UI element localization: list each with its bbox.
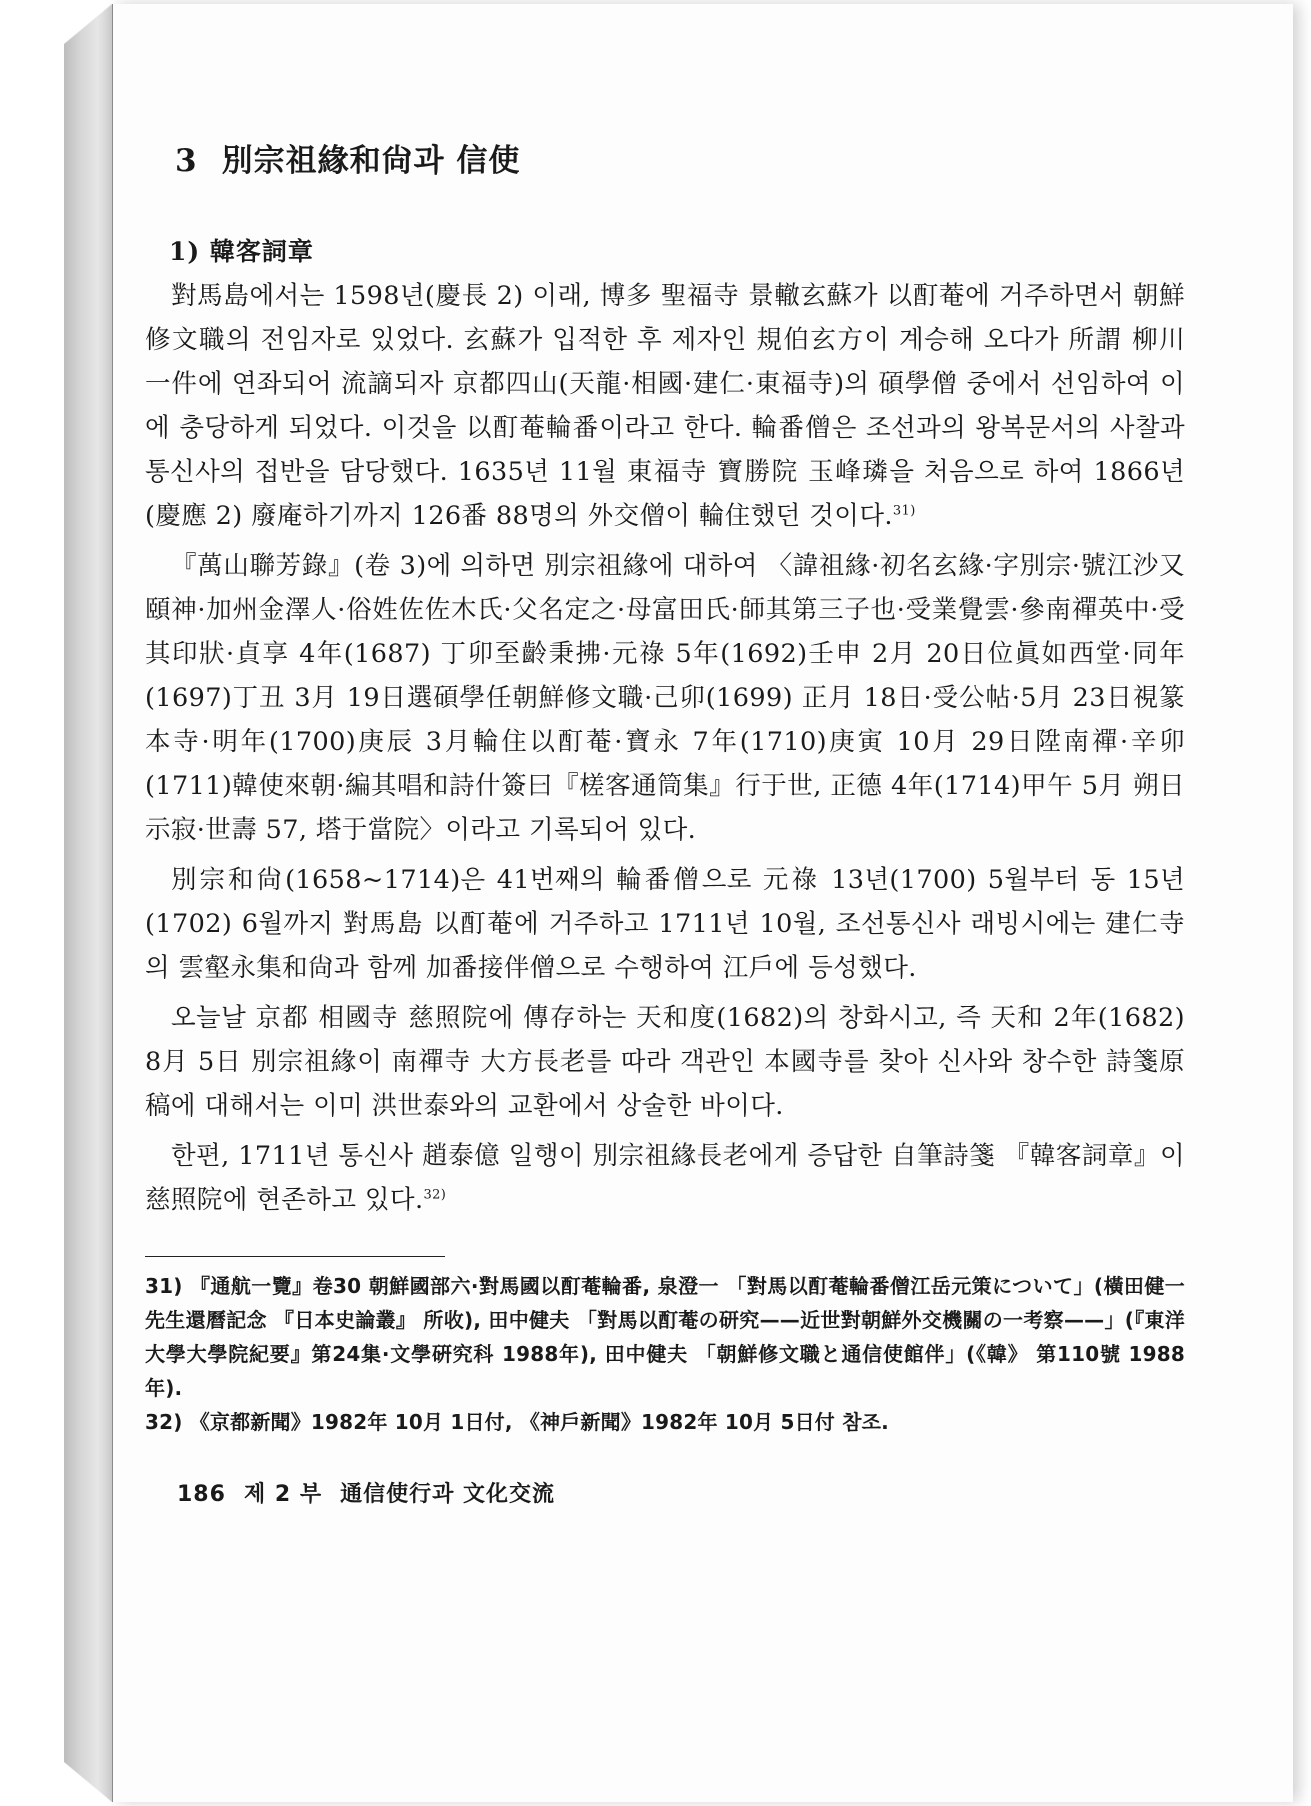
paragraph-4: 오늘날 京都 相國寺 慈照院에 傳存하는 天和度(1682)의 창화시고, 즉 天和 2年(1682) 8月 5日 別宗祖緣이 南禪寺 大方長老를 따라 객관인 本國寺를 찾아 신사와 창수한 詩箋原稿에 대해서는 이미 洪世泰와의 교환에서 상술한 바이다.: [145, 1003, 1185, 1121]
paragraph-3: 別宗和尙(1658~1714)은 41번째의 輪番僧으로 元祿 13년(1700) 5월부터 동 15년(1702) 6월까지 對馬島 以酊菴에 거주하고 1711년 10월, 조선통신사 래빙시에는 建仁寺의 雲壑永集和尙과 함께 加番接伴僧으로 수행하여 江戶에 등성했다.: [145, 865, 1185, 983]
footnote-32: 32) 《京都新聞》1982年 10月 1日付, 《神戶新聞》1982年 10月 5日付 참조.: [145, 1410, 889, 1434]
page-content: [145, 135, 1185, 1508]
footnote-divider: [145, 1256, 445, 1257]
running-footer: [145, 1477, 1185, 1508]
section-number: 3: [175, 143, 198, 179]
paragraph-5: [145, 1134, 1185, 1222]
footnote-ref-31: 31): [892, 503, 916, 519]
footnote-31: 31) 『通航一覽』卷30 朝鮮國部六·對馬國以酊菴輪番, 泉澄一 「對馬以酊菴輪番僧江岳元策について」(橫田健一先生還曆記念 『日本史論叢』 所收), 田中健夫 「對馬以酊菴の研究——近世對朝鮮外交機關の一考察——」(『東洋大學大學院紀要』第24集·文學硏究科 1988年), 田中健夫 「朝鮮修文職と通信使館伴」(《韓》 第110號 1988年).: [145, 1274, 1185, 1400]
paragraph-1: [145, 274, 1185, 538]
paragraph-1-text: 對馬島에서는 1598년(慶長 2) 이래, 博多 聖福寺 景轍玄蘇가 以酊菴에 거주하면서 朝鮮修文職의 전임자로 있었다. 玄蘇가 입적한 후 제자인 規伯玄方이 계승해 오다가 所謂 柳川一件에 연좌되어 流謫되자 京都四山(天龍·相國·建仁·東福寺)의 碩學僧 중에서 선임하여 이에 충당하게 되었다. 이것을 以酊菴輪番이라고 한다. 輪番僧은 조선과의 왕복문서의 사찰과 통신사의 접반을 담당했다. 1635년 11월 東福寺 寶勝院 玉峰璘을 처음으로 하여 1866년(慶應 2) 廢庵하기까지 126番 88명의 外交僧이 輪住했던 것이다.: [145, 281, 1185, 531]
footnote-ref-32: 32): [423, 1187, 447, 1203]
section-title: 別宗祖緣和尙과 信使: [221, 143, 521, 179]
paragraph-2: 『萬山聯芳錄』(卷 3)에 의하면 別宗祖緣에 대하여 〈諱祖緣·初名玄緣·字別宗·號江沙又頤神·加州金澤人·俗姓佐佐木氏·父名定之·母富田氏·師其第三子也·受業覺雲·參南禪英中·受其印狀·貞享 4年(1687) 丁卯至齡秉拂·元祿 5年(1692)壬申 2月 20日位眞如西堂·同年(1697)丁丑 3月 19日選碩學任朝鮮修文職·己卯(1699) 正月 18日·受公帖·5月 23日視篆本寺·明年(1700)庚辰 3月輪住以酊菴·寶永 7年(1710)庚寅 10月 29日陞南禪·辛卯(1711)韓使來朝·編其唱和詩什簽曰『槎客通筒集』行于世, 正德 4年(1714)甲午 5月 朔日示寂·世壽 57, 塔于當院〉이라고 기록되어 있다.: [145, 551, 1185, 845]
section-heading: [145, 135, 1185, 180]
subsection-heading: 1) 韓客詞章: [169, 237, 314, 266]
page-number: 186: [177, 1482, 226, 1507]
part-title: 通信使行과 文化交流: [340, 1482, 555, 1507]
page-stack-edge: [64, 4, 113, 1802]
paragraph-5-text: 한편, 1711년 통신사 趙泰億 일행이 別宗祖緣長老에게 증답한 自筆詩箋 『韓客詞章』이 慈照院에 현존하고 있다.: [145, 1141, 1185, 1215]
part-label: 제 2 부: [243, 1482, 323, 1507]
